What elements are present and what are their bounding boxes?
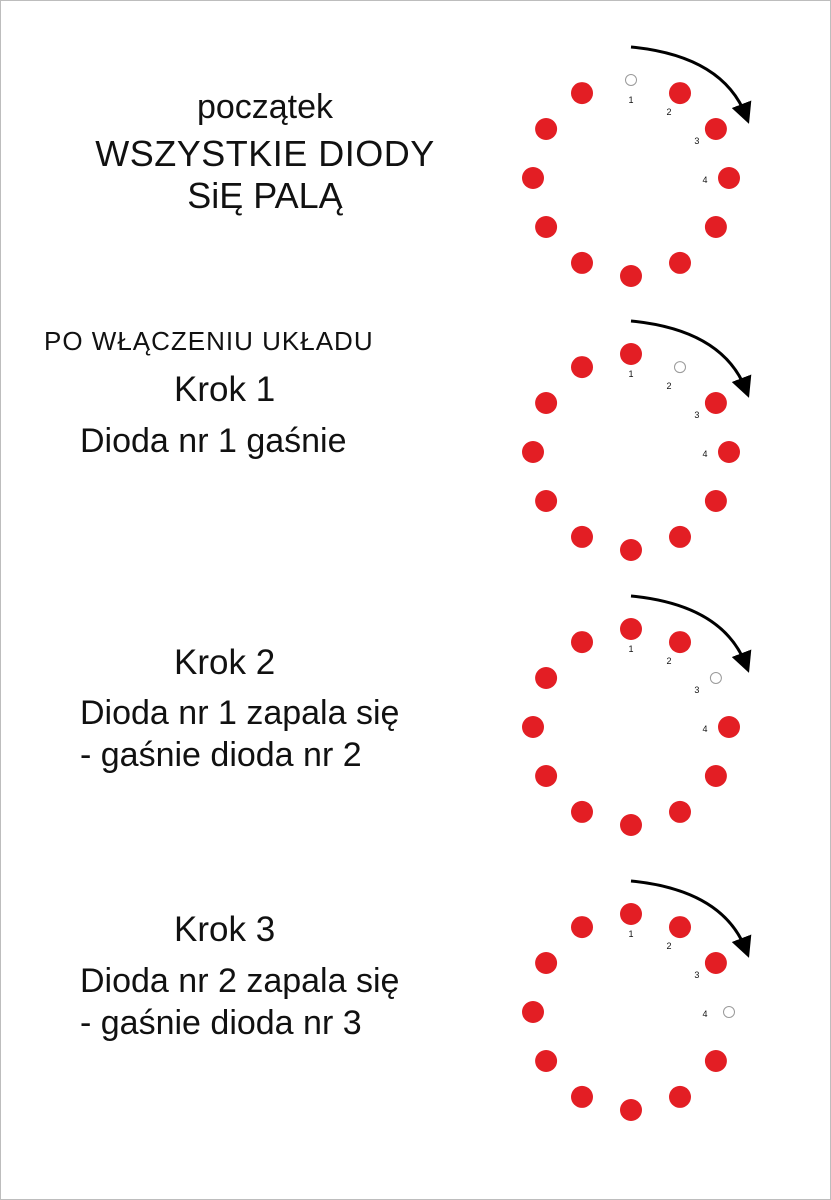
diode-ring-diagram-step-1 (0, 305, 831, 585)
step-2-title: Krok 2 (174, 643, 276, 682)
diode-on-10 (522, 441, 544, 463)
diode-number-label: 3 (694, 136, 700, 146)
step-2-desc-line-1: Dioda nr 1 zapala się (80, 694, 400, 732)
diode-number-label: 3 (694, 410, 700, 420)
diode-on-10 (522, 167, 544, 189)
diode-on-2 (669, 82, 691, 104)
diode-number-label: 3 (694, 685, 700, 695)
diode-on-3 (705, 118, 727, 140)
diode-on-9 (535, 765, 557, 787)
diode-on-8 (571, 801, 593, 823)
diode-on-11 (535, 667, 557, 689)
diode-on-3 (705, 952, 727, 974)
diode-on-7 (620, 539, 642, 561)
diode-off-1 (626, 75, 637, 86)
diode-on-7 (620, 1099, 642, 1121)
diode-on-12 (571, 916, 593, 938)
step-3-title: Krok 3 (174, 910, 276, 949)
diode-number-label: 1 (628, 929, 634, 939)
diode-number-label: 2 (666, 941, 672, 952)
diode-on-8 (571, 1086, 593, 1108)
diode-on-6 (669, 1086, 691, 1108)
diode-on-2 (669, 916, 691, 938)
diode-number-label: 4 (702, 724, 708, 734)
po-wlaczeniu-heading: PO WŁĄCZENIU UKŁADU (44, 326, 374, 356)
diode-number-label: 3 (694, 970, 700, 980)
intro-line-2: WSZYSTKIE DIODY (95, 133, 435, 174)
diode-on-8 (571, 252, 593, 274)
diode-off-2 (675, 362, 686, 373)
diode-on-10 (522, 716, 544, 738)
diode-on-4 (718, 441, 740, 463)
diode-on-7 (620, 814, 642, 836)
diode-off-4 (724, 1007, 735, 1018)
diode-on-1 (620, 618, 642, 640)
step-2-desc-line-2: - gaśnie dioda nr 2 (80, 736, 362, 774)
diode-number-label: 4 (702, 1009, 708, 1019)
diode-on-9 (535, 216, 557, 238)
diode-on-3 (705, 392, 727, 414)
rotation-arrow (631, 881, 746, 950)
diode-number-label: 4 (702, 175, 708, 185)
diode-on-9 (535, 1050, 557, 1072)
diode-on-5 (705, 216, 727, 238)
diode-on-12 (571, 82, 593, 104)
diode-on-1 (620, 903, 642, 925)
diode-on-12 (571, 631, 593, 653)
diode-ring-diagram-step-2 (0, 582, 831, 862)
diode-on-2 (669, 631, 691, 653)
rotation-arrow (631, 47, 746, 116)
diode-number-label: 4 (702, 449, 708, 459)
step-1-title: Krok 1 (174, 370, 276, 409)
diode-on-5 (705, 490, 727, 512)
diode-ring-diagram-start (0, 30, 831, 310)
diode-number-label: 2 (666, 656, 672, 667)
diode-on-11 (535, 118, 557, 140)
diode-on-8 (571, 526, 593, 548)
step-3-desc-line-2: - gaśnie dioda nr 3 (80, 1004, 362, 1042)
diode-number-label: 1 (628, 369, 634, 379)
diode-off-3 (710, 673, 721, 684)
diode-on-9 (535, 490, 557, 512)
diode-on-5 (705, 765, 727, 787)
diode-on-1 (620, 343, 642, 365)
diode-on-7 (620, 265, 642, 287)
diode-on-5 (705, 1050, 727, 1072)
intro-line-3: SiĘ PALĄ (187, 175, 343, 216)
diode-on-6 (669, 252, 691, 274)
step-1-desc-line-1: Dioda nr 1 gaśnie (80, 422, 347, 460)
rotation-arrow (631, 321, 746, 390)
diode-on-11 (535, 952, 557, 974)
diode-on-12 (571, 356, 593, 378)
rotation-arrow (631, 596, 746, 665)
diode-on-11 (535, 392, 557, 414)
step-3-desc-line-1: Dioda nr 2 zapala się (80, 962, 400, 1000)
diode-on-6 (669, 801, 691, 823)
diode-on-4 (718, 716, 740, 738)
diode-ring-diagram-step-3 (0, 866, 831, 1146)
diode-number-label: 2 (666, 381, 672, 392)
diode-number-label: 1 (628, 95, 634, 105)
diode-on-4 (718, 167, 740, 189)
diode-number-label: 2 (666, 107, 672, 118)
diode-number-label: 1 (628, 644, 634, 654)
diode-on-10 (522, 1001, 544, 1023)
diode-on-6 (669, 526, 691, 548)
intro-line-1: początek (196, 88, 334, 126)
